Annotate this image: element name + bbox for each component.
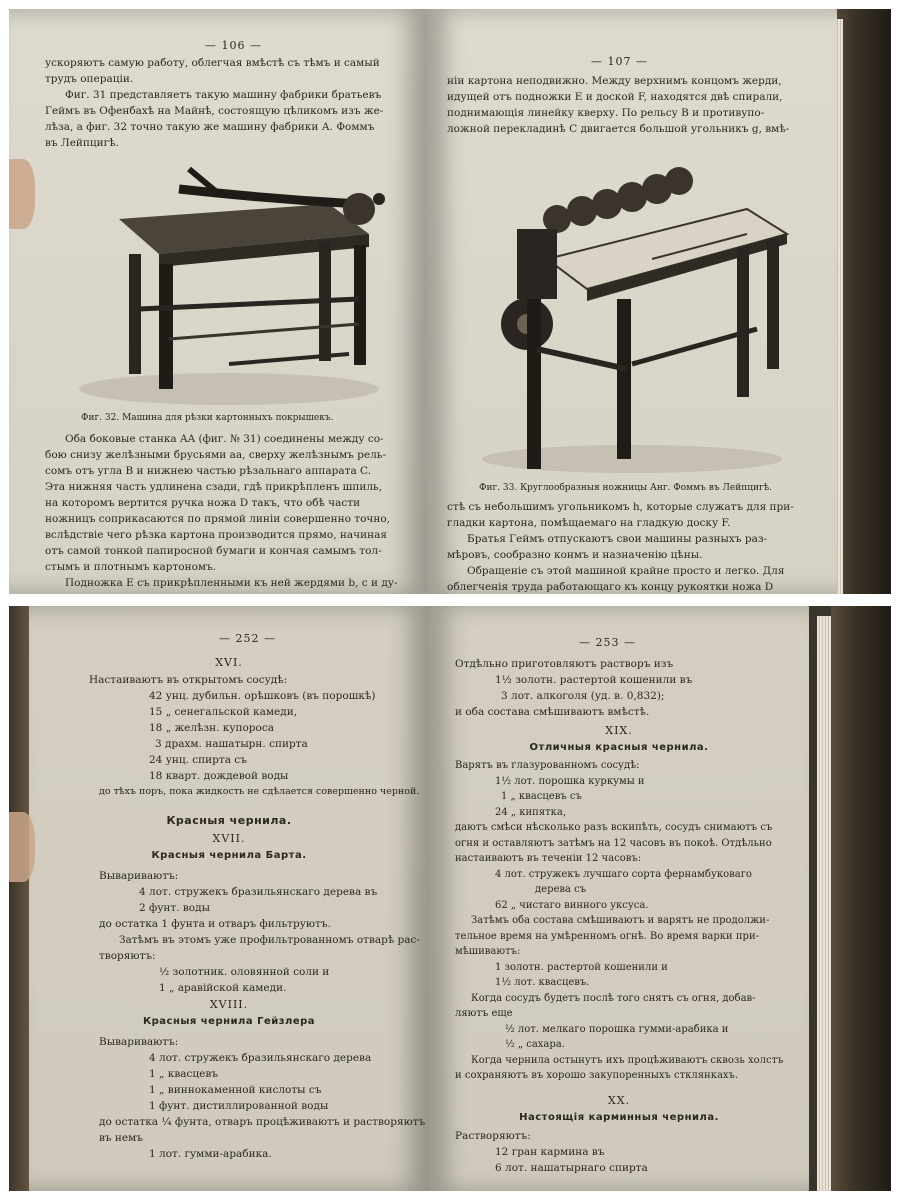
text-line: Вывариваютъ: xyxy=(99,870,179,882)
text-line: въ немъ xyxy=(99,1132,143,1144)
text-line: поднимающія линейку кверху. По рельсу B и противупо- xyxy=(447,107,765,119)
section-heading: XX. xyxy=(607,1094,631,1107)
recipe-title: Настоящія карминныя чернила. xyxy=(519,1112,719,1123)
text-line: Геймъ въ Офенбахѣ на Майнѣ, состоящую цѣликомъ изъ же- xyxy=(45,105,384,117)
text-line: 1 „ виннокаменной кислоты съ xyxy=(149,1084,322,1096)
text-line: Вывариваютъ: xyxy=(99,1036,179,1048)
top-book-photo xyxy=(9,9,891,594)
paragraph-top xyxy=(447,73,789,137)
page-107 xyxy=(427,9,837,594)
text-line: 12 гран кармина въ xyxy=(495,1146,605,1158)
text-line: и сохраняютъ въ хорошо закупоренныхъ стклянкахъ. xyxy=(455,1070,739,1081)
thumb xyxy=(9,159,35,229)
text-line: 4 лот. стружекъ лучшаго сорта фернамбуковаго xyxy=(495,868,752,880)
text-line: мѣровъ, сообразно конмъ и назначенію цѣны. xyxy=(447,549,703,561)
text-line: ляютъ еще xyxy=(455,1008,513,1019)
text-line: 62 „ чистаго винного уксуса. xyxy=(495,899,649,911)
text-line: бою снизу желѣзными брусьями aa, сверху желѣзнымъ рель- xyxy=(45,449,387,461)
text-line: до остатка ¼ фунта, отваръ процѣживаютъ и растворяютъ xyxy=(99,1116,426,1128)
paragraph-bottom xyxy=(447,499,794,594)
text-line: Отдѣльно приготовляютъ растворъ изъ xyxy=(455,658,674,670)
text-line: Братья Геймъ отпускаютъ свои машины разныхъ раз- xyxy=(467,533,768,545)
text-line: стымъ и плотнымъ картономъ. xyxy=(45,561,217,573)
figure-caption: Фиг. 32. Машина для рѣзки картонныхъ покрышекъ. xyxy=(81,413,334,423)
text-line: 1 золотн. растертой кошенили и xyxy=(495,961,668,973)
text-line: Затѣмъ оба состава смѣшиваютъ и варятъ не продолжи- xyxy=(471,915,770,926)
text-line: настаиваютъ въ теченіи 12 часовъ: xyxy=(455,853,642,864)
text-line: 15 „ сенегальской камеди, xyxy=(149,706,298,718)
text-line: гладки картона, помѣщаемаго на гладкую доску F. xyxy=(447,517,731,529)
text-line: 1 „ аравійской камеди. xyxy=(159,982,287,994)
text-line: Эта нижняя часть удлинена сзади, гдѣ прикрѣпленъ шпиль, xyxy=(45,481,383,493)
section-heading: XVIII. xyxy=(209,998,249,1011)
text-line: Растворяютъ: xyxy=(455,1130,531,1142)
text-line: 2 фунт. воды xyxy=(139,902,210,914)
book-cover-edge xyxy=(831,606,891,1191)
section-heading: XIX. xyxy=(605,724,633,737)
text-line: 1 фунт. дистиллированной воды xyxy=(149,1100,329,1112)
page-253 xyxy=(429,606,809,1191)
text-line: 3 драхм. нашатырн. спирта xyxy=(155,738,308,750)
text-line: тельное время на умѣренномъ огнѣ. Во время варки при- xyxy=(455,930,760,942)
page-106 xyxy=(9,9,427,594)
text-line: сомъ отъ угла B и нижнею частью рѣзальнаго аппарата C. xyxy=(45,465,372,477)
recipe-title: Отличныя красныя чернила. xyxy=(529,742,709,753)
text-line: Фиг. 31 представляетъ такую машину фабрики братьевъ xyxy=(65,89,382,101)
text-line: вслѣдствіе чего рѣзка картона производится прямо, начиная xyxy=(45,529,387,541)
text-line: дерева съ xyxy=(535,884,587,895)
text-line: ½ лот. мелкаго порошка гумми-арабика и xyxy=(505,1023,729,1035)
text-line: 1½ золотн. растертой кошенили въ xyxy=(495,674,693,686)
text-line: Когда чернила остынутъ ихъ процѣживаютъ сквозь холстъ xyxy=(471,1054,784,1066)
page-number: — 106 — xyxy=(205,39,262,52)
text-line: 42 унц. дубильн. орѣшковъ (въ порошкѣ) xyxy=(149,690,376,702)
text-line: даютъ смѣси нѣсколько разъ вскипѣть, сосудъ снимаютъ съ xyxy=(455,822,773,833)
text-line: мѣшиваютъ: xyxy=(455,946,521,957)
paragraph-bottom xyxy=(45,431,398,591)
recipe-xviii xyxy=(99,1034,425,1162)
text-line: отъ самой тонкой папиросной бумаги и кончая самымъ тол- xyxy=(45,545,382,557)
section-heading: XVI. xyxy=(215,656,243,669)
text-line: 18 кварт. дождевой воды xyxy=(149,770,289,782)
page-edges xyxy=(817,616,831,1191)
text-line: и оба состава смѣшиваютъ вмѣстѣ. xyxy=(455,706,650,718)
text-line: Подножка E съ прикрѣпленными къ ней жердями b, c и ду- xyxy=(65,577,398,589)
text-line: ускоряютъ самую работу, облегчая вмѣстѣ съ тѣмъ и самый xyxy=(45,57,380,69)
text-line: 1 лот. гумми-арабика. xyxy=(149,1148,272,1160)
text-line: 24 „ кипятка, xyxy=(495,806,567,818)
section-heading: XVII. xyxy=(212,832,246,845)
text-line: въ Лейпцигѣ. xyxy=(45,137,119,149)
text-line: лѣза, а фиг. 32 точно такую же машину фабрики А. Фоммъ xyxy=(45,121,375,133)
text-line: ніи картона неподвижно. Между верхнимъ концомъ жерди, xyxy=(447,75,782,87)
text-line: огня и оставляютъ затѣмъ на 12 часовъ въ покоѣ. Отдѣльно xyxy=(455,837,772,849)
text-line: 1 „ квасцевъ съ xyxy=(501,791,582,802)
page-number: — 252 — xyxy=(219,632,276,645)
recipe-title: Красныя чернила Барта. xyxy=(151,850,307,861)
circular-shears-engraving xyxy=(457,149,797,479)
text-line: Варятъ въ глазурованномъ сосудѣ: xyxy=(455,760,640,771)
recipe-xix xyxy=(455,758,784,1084)
text-line: ½ „ сахара. xyxy=(505,1039,565,1050)
text-line: стѣ съ небольшимъ угольникомъ h, которые служатъ для при- xyxy=(447,501,794,513)
text-line: до тѣхъ поръ, пока жидкость не сдѣлается совершенно черной. xyxy=(99,786,420,797)
text-line: 6 лот. нашатырнаго спирта xyxy=(495,1162,648,1174)
text-line: 1 „ квасцевъ xyxy=(149,1068,218,1080)
text-line: творяютъ: xyxy=(99,950,156,962)
text-line: Настаиваютъ въ открытомъ сосудѣ: xyxy=(89,674,288,686)
text-line: ½ золотник. оловянной соли и xyxy=(159,966,330,978)
text-line: до остатка 1 фунта и отваръ фильтруютъ. xyxy=(99,918,331,930)
text-line: 24 унц. спирта съ xyxy=(149,754,247,766)
text-line: 1½ лот. квасцевъ. xyxy=(495,977,590,988)
recipe-xviii-continued xyxy=(455,656,692,720)
figure-caption: Фиг. 33. Круглообразныя ножницы Анг. Фоммъ въ Лейпцигѣ. xyxy=(479,483,773,493)
recipe-title: Красныя чернила Гейзлера xyxy=(142,1016,316,1027)
page-number: — 253 — xyxy=(579,636,636,649)
text-line: 18 „ желѣзн. купороса xyxy=(149,722,274,734)
text-line: облегченія труда работающаго къ концу рукоятки ножа D xyxy=(447,581,774,593)
text-line: идущей отъ подножки E и доской F, находятся двѣ спирали, xyxy=(447,91,783,103)
text-line: 4 лот. стружекъ бразильянскаго дерева xyxy=(149,1052,372,1064)
text-line: Оба боковые станка AA (фиг. № 31) соединены между со- xyxy=(65,433,384,445)
text-line: трудъ операціи. xyxy=(45,73,134,85)
recipe-xvi xyxy=(89,672,419,800)
page-252 xyxy=(29,606,429,1191)
text-line: 3 лот. алкоголя (уд. в. 0,832); xyxy=(501,690,665,702)
page-number: — 107 — xyxy=(591,55,648,68)
text-line: ножницъ соприкасаются по прямой линіи совершенно точно, xyxy=(45,513,391,525)
bottom-book-photo xyxy=(9,606,891,1191)
text-line: Когда сосудъ будетъ послѣ того снятъ съ огня, добав- xyxy=(471,992,756,1004)
text-line: Затѣмъ въ этомъ уже профильтрованномъ отварѣ рас- xyxy=(119,934,420,946)
text-line: 1½ лот. порошка куркумы и xyxy=(495,775,645,787)
cutting-machine-engraving xyxy=(69,159,399,409)
text-line: ложной перекладинѣ C двигается большой угольникъ g, вмѣ- xyxy=(447,123,790,135)
recipe-xx xyxy=(455,1128,648,1176)
recipe-xvii xyxy=(99,868,420,996)
text-line: Обращеніе съ этой машиной крайне просто и легко. Для xyxy=(467,565,785,577)
thumb xyxy=(9,812,35,882)
text-line: 4 лот. стружекъ бразильянскаго дерева въ xyxy=(139,886,378,898)
paragraph-top xyxy=(45,55,383,151)
text-line: на которомъ вертится ручка ножа D такъ, что обѣ части xyxy=(45,497,361,509)
section-title: Красныя чернила. xyxy=(166,814,292,827)
